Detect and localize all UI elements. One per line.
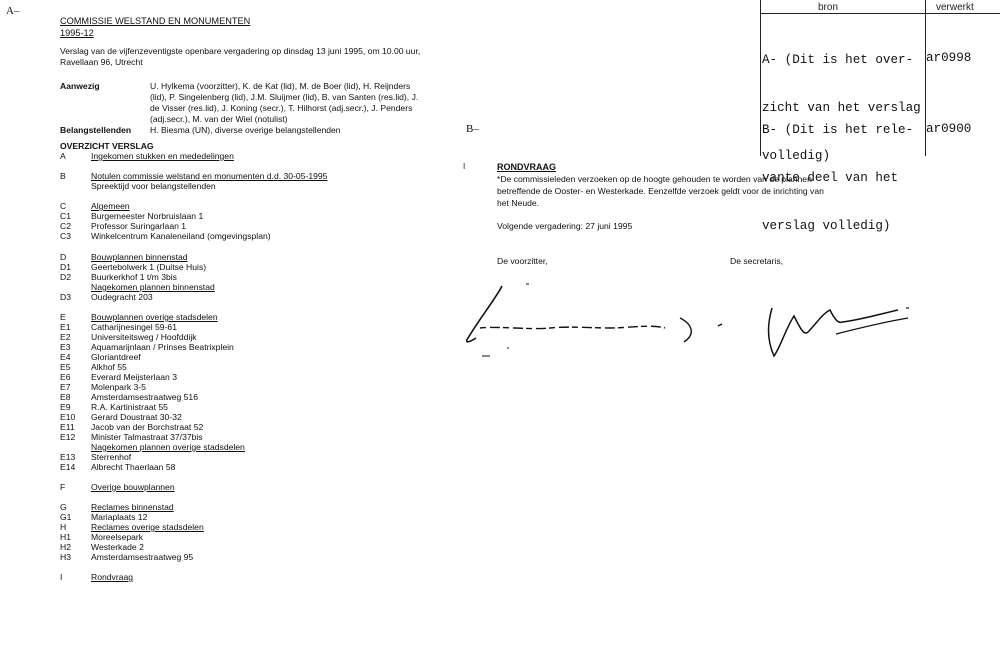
agenda-code: D — [60, 252, 67, 262]
agenda-text: Amsterdamsestraatweg 516 — [91, 392, 198, 402]
agenda-text: Algemeen — [91, 201, 130, 211]
agenda-code: C1 — [60, 211, 71, 221]
agenda-code: E — [60, 312, 66, 322]
agenda-code: E4 — [60, 352, 71, 362]
agenda-item — [0, 572, 420, 583]
agenda-code: G1 — [60, 512, 72, 522]
agenda-item — [0, 151, 420, 162]
agenda-text: Moreelsepark — [91, 532, 144, 542]
agenda-code: E3 — [60, 342, 71, 352]
agenda-code: I — [60, 572, 63, 582]
stamp-entry-line: verslag volledig) — [762, 219, 891, 233]
stamp-entry-line: vante deel van het — [762, 171, 899, 185]
agenda-code: E8 — [60, 392, 71, 402]
agenda-text: Ingekomen stukken en mededelingen — [91, 151, 234, 161]
agenda-text: Albrecht Thaerlaan 58 — [91, 462, 176, 472]
agenda-text: Universiteitsweg / Hoofddijk — [91, 332, 197, 342]
agenda-code: D1 — [60, 262, 71, 272]
agenda-text: Buurkerkhof 1 t/m 3bis — [91, 272, 177, 282]
agenda-code: E10 — [60, 412, 76, 422]
agenda-text: Winkelcentrum Kanaleneiland (omgevingsplan) — [91, 231, 271, 241]
agenda-code: H3 — [60, 552, 71, 562]
agenda-text: Everard Meijsterlaan 3 — [91, 372, 177, 382]
agenda-text: Professor Suringarlaan 1 — [91, 221, 187, 231]
agenda-text: Nagekomen plannen overige stadsdelen — [91, 442, 245, 452]
margin-mark-b: B– — [466, 123, 479, 135]
agenda-item — [0, 552, 420, 563]
archive-stamp — [760, 0, 1000, 233]
present-line: (adj.secr.), M. van der Wiel (notulist) — [150, 114, 288, 124]
present-line: U. Hylkema (voorzitter), K. de Kat (lid), M. de Boer (lid), H. Reijnders — [150, 81, 411, 91]
agenda-text: R.A. Kartinistraat 55 — [91, 402, 168, 412]
present-line: de Visser (res.lid), J. Koning (secr.), T. Hilhorst (adj.secr.), J. Penders — [150, 103, 413, 113]
margin-mark-i: I — [463, 162, 466, 171]
agenda-text: Notulen commissie welstand en monumenten d.d. 30-05-1995 — [91, 171, 328, 181]
agenda-text: Overige bouwplannen — [91, 482, 175, 492]
agenda-text: Rondvraag — [91, 572, 134, 582]
agenda-text: Minister Talmastraat 37/37bis — [91, 432, 203, 442]
overview-title: OVERZICHT VERSLAG — [60, 141, 154, 151]
agenda-text: Gloriantdreef — [91, 352, 141, 362]
present-line: (lid), P. Singelenberg (lid), J.M. Sluijmer (lid), B. van Santen (res.lid), J. — [150, 92, 419, 102]
stamp-entry-line: A- (Dit is het over- — [762, 53, 914, 67]
agenda-text: Bouwplannen overige stadsdelen — [91, 312, 218, 322]
secretary-label: De secretaris, — [730, 256, 784, 266]
agenda-item — [0, 482, 420, 493]
stakeholders-text: H. Biesma (UN), diverse overige belangstellenden — [150, 125, 341, 135]
agenda-text: Gerard Doustraat 30-32 — [91, 412, 182, 422]
agenda-text: Reclames overige stadsdelen — [91, 522, 204, 532]
meeting-info-line: Ravellaan 96, Utrecht — [60, 57, 143, 67]
agenda-text: Westerkade 2 — [91, 542, 144, 552]
present-list — [150, 81, 450, 136]
agenda-code: E2 — [60, 332, 71, 342]
stamp-entry-line: B- (Dit is het rele- — [762, 123, 914, 137]
agenda-code: C2 — [60, 221, 71, 231]
agenda-text: Reclames binnenstad — [91, 502, 174, 512]
stamp-ref-a: ar0998 — [926, 51, 972, 65]
rondvraag-line: betreffende de Ooster- en Westerkade. Eenzelfde verzoek geldt voor de inrichting van — [497, 186, 824, 196]
agenda-code: C — [60, 201, 67, 211]
margin-mark-a: A– — [6, 5, 20, 17]
stamp-ref-b: ar0900 — [926, 122, 972, 136]
agenda-code: H — [60, 522, 67, 532]
chair-label: De voorzitter, — [497, 256, 548, 266]
stamp-entry-line: volledig) — [762, 149, 831, 163]
stamp-entry-b — [762, 90, 913, 266]
agenda-text: Bouwplannen binnenstad — [91, 252, 188, 262]
meeting-info-line: Verslag van de vijfenzeventigste openbare vergadering op dinsdag 13 juni 1995, om 10.00 uur, — [60, 46, 421, 56]
agenda-item — [0, 181, 420, 192]
agenda-code: G — [60, 502, 67, 512]
agenda-code: E11 — [60, 422, 75, 432]
agenda-text: Amsterdamsestraatweg 95 — [91, 552, 194, 562]
agenda-code: E9 — [60, 402, 71, 412]
agenda-code: E5 — [60, 362, 71, 372]
next-meeting: Volgende vergadering: 27 juni 1995 — [497, 221, 633, 231]
agenda-text: Jacob van der Borchstraat 52 — [91, 422, 204, 432]
agenda-text: Alkhof 55 — [91, 362, 127, 372]
agenda-code: E7 — [60, 382, 71, 392]
rondvraag-line: *De commissieleden verzoeken op de hoogte gehouden te worden van de plannen — [497, 174, 812, 184]
meeting-info — [60, 46, 460, 68]
agenda-item — [0, 462, 420, 473]
present-label: Aanwezig — [60, 81, 100, 91]
agenda-code: B — [60, 171, 66, 181]
agenda-text: Mariaplaats 12 — [91, 512, 148, 522]
agenda-code: F — [60, 482, 66, 492]
rondvraag-line: het Neude. — [497, 198, 540, 208]
agenda-code: E6 — [60, 372, 71, 382]
agenda-code: E14 — [60, 462, 76, 472]
agenda-text: Burgemeester Norbruislaan 1 — [91, 211, 204, 221]
agenda-text: Spreektijd voor belangstellenden — [91, 181, 216, 191]
agenda-text: Molenpark 3-5 — [91, 382, 146, 392]
agenda-code: D2 — [60, 272, 71, 282]
agenda-code: E12 — [60, 432, 76, 442]
agenda-code: A — [60, 151, 66, 161]
agenda-text: Sterrenhof — [91, 452, 132, 462]
agenda-code: E13 — [60, 452, 76, 462]
rondvraag-heading: RONDVRAAG — [497, 162, 557, 172]
stakeholders-label: Belangstellenden — [60, 125, 132, 135]
agenda-text: Nagekomen plannen binnenstad — [91, 282, 215, 292]
agenda-item — [0, 231, 420, 242]
agenda-code: H1 — [60, 532, 71, 542]
stamp-col-verwerkt: verwerkt — [936, 2, 974, 13]
agenda-text: Catharijnesingel 59-61 — [91, 322, 177, 332]
agenda-code: D3 — [60, 292, 71, 302]
document-title: COMMISSIE WELSTAND EN MONUMENTEN — [60, 16, 251, 26]
agenda-code: E1 — [60, 322, 71, 332]
agenda-text: Aquamarijnlaan / Prinses Beatrixplein — [91, 342, 234, 352]
agenda-text: Geertebolwerk 1 (Duitse Huis) — [91, 262, 207, 272]
agenda-code: H2 — [60, 542, 71, 552]
document-year: 1995-12 — [60, 28, 94, 38]
stamp-col-bron: bron — [818, 2, 839, 13]
stamp-entry-line: zicht van het verslag — [762, 101, 921, 115]
agenda-text: Oudegracht 203 — [91, 292, 153, 302]
secretary-signature — [760, 292, 920, 367]
agenda-code: C3 — [60, 231, 71, 241]
chair-signature — [460, 278, 730, 368]
agenda-item — [0, 292, 420, 303]
